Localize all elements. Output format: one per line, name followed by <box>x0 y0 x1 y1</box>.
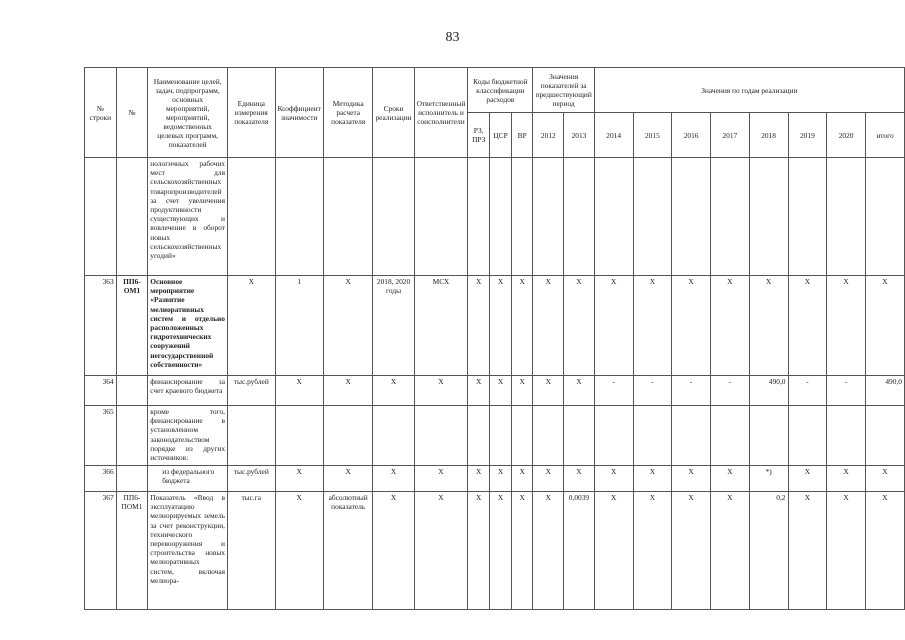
row-name: Основное мероприятие «Развитие мелиоративных систем и отдельно расположенных гидротехнических сооружений негосударственной собственности» <box>148 276 228 376</box>
table-row <box>85 376 905 406</box>
cell-2013: X <box>564 276 595 376</box>
cell-total: X <box>865 492 904 610</box>
cell-vr: X <box>511 276 533 376</box>
row-code: ПП6-ПОМ1 <box>116 492 148 610</box>
header-2013: 2013 <box>564 113 595 158</box>
header-terms: Сроки реализации <box>373 68 414 158</box>
header-2016: 2016 <box>672 113 711 158</box>
cell-rz: X <box>468 492 490 610</box>
header-coef: Коэффициент значимости <box>275 68 323 158</box>
indicators-table <box>84 67 905 610</box>
cell-csr: X <box>490 276 512 376</box>
header-name: Наименование целей, задач, подпрограмм, основных мероприятий, мероприятий, ведомственных целевых программ, показателей <box>148 68 228 158</box>
cell-2013: X <box>564 466 595 492</box>
cell-2012: X <box>533 492 564 610</box>
cell-2012: X <box>533 466 564 492</box>
cell-2017: X <box>710 466 749 492</box>
header-prev: Значения показателей за предшествующий период <box>533 68 594 113</box>
header-2017: 2017 <box>710 113 749 158</box>
cell-csr: X <box>490 492 512 610</box>
cell-rz: X <box>468 376 490 406</box>
cell-vr: X <box>511 376 533 406</box>
row-code: ПП6-ОМ1 <box>116 276 148 376</box>
cell-rz: X <box>468 276 490 376</box>
cell-2020: X <box>827 466 866 492</box>
cell-rz: X <box>468 466 490 492</box>
cell-2017: - <box>710 376 749 406</box>
continuation-name: нологичных рабочих мест для сельскохозяйственных товаропроизводителей за счет увеличения продуктивности существующих и вовлечение в оборот новых сельскохозяйственных угодий» <box>148 158 228 276</box>
cell-resp: X <box>414 376 468 406</box>
cell-2018: *) <box>749 466 788 492</box>
row-name: кроме того, финансирование в установленном законодательством порядке из других источников: <box>148 406 228 466</box>
cell-2017: X <box>710 276 749 376</box>
cell-2016: X <box>672 466 711 492</box>
table-row <box>85 492 905 610</box>
header-vr: ВР <box>511 113 533 158</box>
cell-2019: X <box>788 276 827 376</box>
row-name: финансирование за счет краевого бюджета <box>148 376 228 406</box>
cell-2014: X <box>594 492 633 610</box>
header-total: итого <box>865 113 904 158</box>
cell-2019: X <box>788 492 827 610</box>
header-method: Методика расчета показателя <box>323 68 373 158</box>
cell-resp: X <box>414 492 468 610</box>
header-2014: 2014 <box>594 113 633 158</box>
cell-vr: X <box>511 466 533 492</box>
cell-method: X <box>323 466 373 492</box>
header-resp: Ответственный исполнитель и соисполнители <box>414 68 468 158</box>
cell-csr: X <box>490 376 512 406</box>
cell-coef: X <box>275 466 323 492</box>
cell-2020: X <box>827 276 866 376</box>
cell-unit: тыс.рублей <box>228 466 276 492</box>
table-row <box>85 406 905 466</box>
cell-method: абсолютный показатель <box>323 492 373 610</box>
cell-2016: X <box>672 492 711 610</box>
cell-total: X <box>865 276 904 376</box>
header-years-title: Значения по годам реализации <box>594 68 904 113</box>
cell-2015: X <box>633 466 672 492</box>
cell-terms: 2018, 2020 годы <box>373 276 414 376</box>
cell-coef: X <box>275 492 323 610</box>
cell-2017: X <box>710 492 749 610</box>
header-row-no: № строки <box>85 68 117 158</box>
header-2018: 2018 <box>749 113 788 158</box>
header-2020: 2020 <box>827 113 866 158</box>
row-number: 366 <box>85 466 117 492</box>
header-unit: Единица измерения показателя <box>228 68 276 158</box>
header-2019: 2019 <box>788 113 827 158</box>
cell-2014: - <box>594 376 633 406</box>
header-no: № <box>116 68 148 158</box>
cell-vr: X <box>511 492 533 610</box>
cell-2014: X <box>594 276 633 376</box>
cell-2016: X <box>672 276 711 376</box>
cell-2012: X <box>533 376 564 406</box>
row-name: Показатель «Ввод в эксплуатацию мелиорируемых земель за счет реконструкции, технического перевооружения и строительства новых мелиоративных систем, включая мелиора- <box>148 492 228 610</box>
cell-2018: 0,2 <box>749 492 788 610</box>
page-number: 83 <box>445 30 460 45</box>
cell-2016: - <box>672 376 711 406</box>
cell-2015: X <box>633 276 672 376</box>
row-number: 364 <box>85 376 117 406</box>
cell-2018: 490,0 <box>749 376 788 406</box>
header-2015: 2015 <box>633 113 672 158</box>
cell-terms: X <box>373 466 414 492</box>
header-2012: 2012 <box>533 113 564 158</box>
cell-2013: X <box>564 376 595 406</box>
row-number: 363 <box>85 276 117 376</box>
cell-2020: X <box>827 492 866 610</box>
cell-2020: - <box>827 376 866 406</box>
cell-method: X <box>323 376 373 406</box>
cell-total: X <box>865 466 904 492</box>
cell-unit: X <box>228 276 276 376</box>
cell-2015: - <box>633 376 672 406</box>
cell-2019: - <box>788 376 827 406</box>
cell-2012: X <box>533 276 564 376</box>
table-row <box>85 276 905 376</box>
table-row <box>85 466 905 492</box>
cell-resp: МСХ <box>414 276 468 376</box>
cell-unit: тыс.рублей <box>228 376 276 406</box>
row-number: 367 <box>85 492 117 610</box>
header-codes: Коды бюджетной классификации расходов <box>468 68 533 113</box>
row-name: из федерального бюджета <box>148 466 228 492</box>
cell-total: 490,0 <box>865 376 904 406</box>
cell-2019: X <box>788 466 827 492</box>
cell-terms: X <box>373 492 414 610</box>
cell-2018: X <box>749 276 788 376</box>
cell-coef: 1 <box>275 276 323 376</box>
cell-coef: X <box>275 376 323 406</box>
cell-resp: X <box>414 466 468 492</box>
cell-method: X <box>323 276 373 376</box>
cell-terms: X <box>373 376 414 406</box>
header-csr: ЦСР <box>490 113 512 158</box>
cell-2015: X <box>633 492 672 610</box>
cell-2013: 0,0039 <box>564 492 595 610</box>
cell-csr: X <box>490 466 512 492</box>
table-row <box>85 158 905 276</box>
header-rz: РЗ, ПРЗ <box>468 113 490 158</box>
cell-unit: тыс.га <box>228 492 276 610</box>
cell-2014: X <box>594 466 633 492</box>
row-number: 365 <box>85 406 117 466</box>
